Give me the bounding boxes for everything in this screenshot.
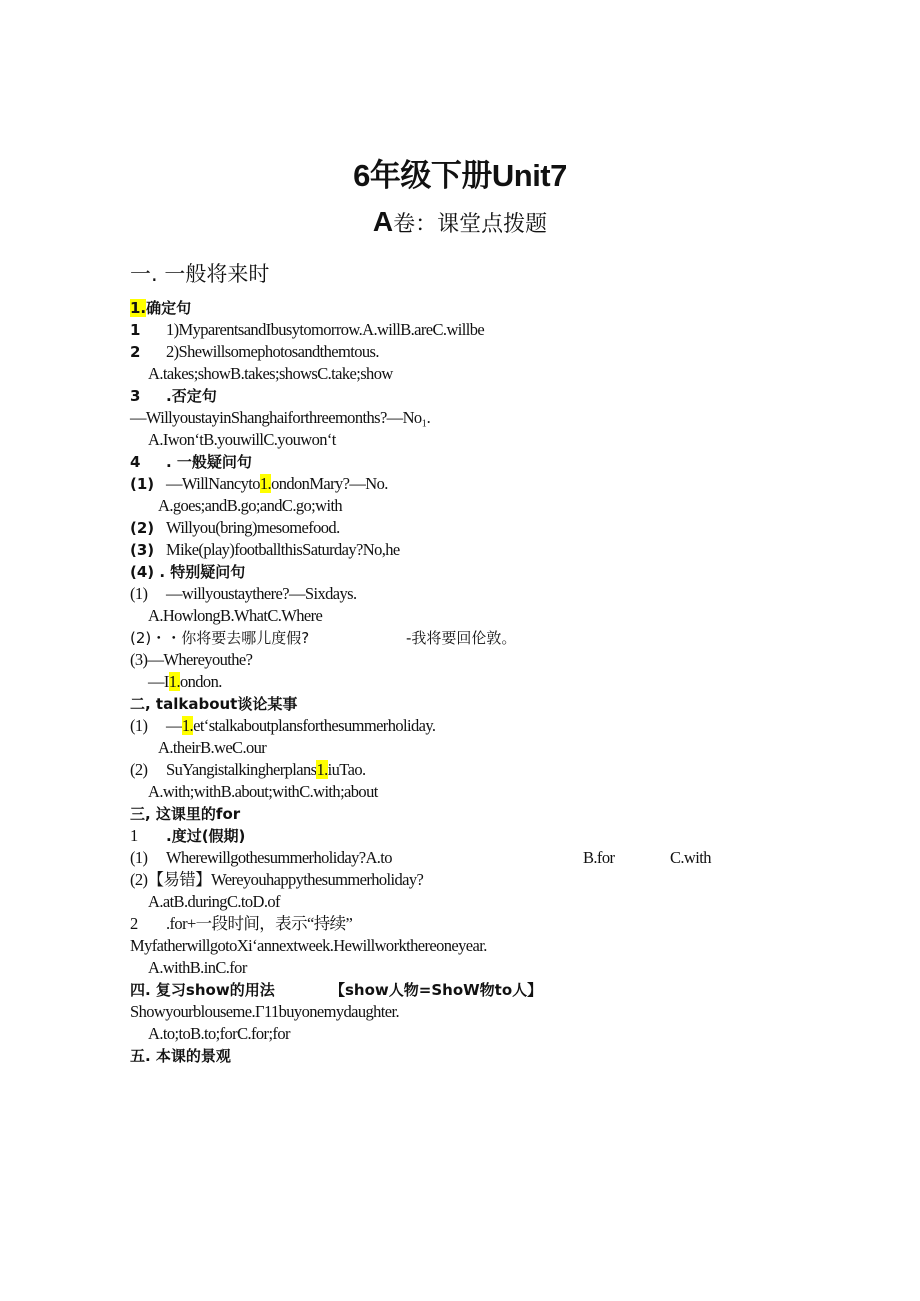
subtitle-text: 卷：课堂点拨题 (393, 212, 548, 237)
question-line (130, 583, 770, 605)
question-line: MyfatherwillgotoXiʻannextweek.Hewillworkthereoneyear. (130, 936, 487, 955)
question-number: (3) (130, 541, 155, 559)
subtitle-prefix: A (372, 206, 394, 237)
question-line: Showyourblouseme.Г11buyonemydaughter. (130, 1002, 400, 1021)
question-number: (1) (130, 716, 148, 735)
question-number: 1 (130, 321, 141, 339)
question-line (130, 715, 770, 737)
subheading-line (130, 825, 770, 847)
question-line (130, 517, 770, 539)
question-line: (2)【易错】Wereyouhappythesummerholiday? (130, 870, 424, 889)
question-number: (1) (130, 848, 148, 867)
answer-hint: -我将要回伦敦。 (406, 629, 517, 647)
heading-special-question: (4) . 特别疑问句 (130, 563, 246, 581)
question-line (130, 759, 770, 781)
exercise-body (130, 297, 770, 1067)
question-number: (2) (130, 519, 155, 537)
heading-talk-about: 二, talkabout谈论某事 (130, 695, 298, 713)
question-text: ondonMary?—No. (271, 474, 388, 493)
question-text: Wherewillgothesummerholiday?A.to (166, 848, 392, 867)
answer-text: ondon. (179, 672, 222, 691)
question-text: 2)Shewillsomephotosandthemtous. (166, 342, 379, 361)
question-text: — (166, 716, 182, 735)
question-number: (1) (130, 475, 155, 493)
question-line (130, 847, 770, 869)
heading-text: 四. 复习show的用法 (130, 981, 275, 999)
question-line: (3)—Whereyouthe? (130, 650, 253, 669)
heading-number: 2 (130, 914, 138, 933)
page-title: 6年级下册Unit7 (353, 158, 567, 193)
question-line (130, 539, 770, 561)
question-line (130, 341, 770, 363)
question-line (130, 627, 770, 649)
highlight-mark: 1. (259, 474, 272, 493)
heading-number: 4 (130, 453, 141, 471)
question-text: —willyoustaythere?—Sixdays. (166, 584, 357, 603)
heading-text: .for+一段时间，表示“持续” (166, 914, 353, 933)
heading-text: .度过(假期) (166, 827, 246, 845)
question-number: (1) (130, 584, 148, 603)
answer-line (130, 671, 770, 693)
highlight-mark: 1. (181, 716, 194, 735)
options-line: A.takes;showB.takes;showsC.take;show (148, 364, 393, 383)
question-number: (2) (130, 760, 148, 779)
question-text: Willyou(bring)mesomefood. (166, 518, 340, 537)
highlight-mark: 1. (316, 760, 328, 779)
options-line: A.theirB.weC.our (158, 738, 267, 757)
question-number: 2 (130, 343, 141, 361)
heading-show (130, 979, 770, 1001)
question-text: (2)・・你将要去哪儿度假? (130, 629, 310, 647)
question-line (130, 319, 770, 341)
option-b: B.for (583, 848, 615, 867)
options-line: A.HowlongB.WhatC.Where (148, 606, 323, 625)
question-line: —WillyoustayinShanghaiforthreemonths?—No₁. (130, 408, 431, 427)
options-line: A.atB.duringC.toD.of (148, 892, 280, 911)
heading-general-question (130, 451, 770, 473)
heading-scenery: 五. 本课的景观 (130, 1047, 231, 1065)
question-text: SuYangistalkingherplans (166, 760, 317, 779)
heading-text: . 一般疑问句 (166, 453, 252, 471)
option-c: C.with (670, 848, 711, 867)
heading-for: 三, 这课里的for (130, 805, 241, 823)
question-line (130, 473, 770, 495)
heading-text: .否定句 (166, 387, 217, 405)
subheading-line (130, 913, 770, 935)
question-text: iuTao. (327, 760, 366, 779)
heading-affirmative (130, 297, 770, 319)
heading-negative (130, 385, 770, 407)
section-heading-1: 一. 一般将来时 (130, 262, 270, 286)
options-line: A.with;withB.about;withC.with;about (148, 782, 378, 801)
options-line: A.IwonʻtB.youwillC.youwonʻt (148, 430, 336, 449)
question-text: Mike(play)footballthisSaturday?No,he (166, 540, 400, 559)
heading-text: 确定句 (146, 299, 192, 317)
highlight-mark: 1. (168, 672, 180, 691)
question-text: 1)MyparentsandIbusytomorrow.A.willB.areC.willbe (166, 320, 485, 339)
highlight-mark: 1. (130, 299, 147, 317)
page-subtitle (0, 206, 920, 238)
heading-number: 1 (130, 826, 138, 845)
options-line: A.withB.inC.for (148, 958, 247, 977)
options-line: A.goes;andB.go;andC.go;with (158, 496, 343, 515)
options-line: A.to;toB.to;forC.for;for (148, 1024, 290, 1043)
heading-rule: 【show人物=ShoW物to人】 (330, 981, 543, 999)
heading-number: 3 (130, 387, 141, 405)
answer-text: —I (148, 672, 169, 691)
question-text: etʻstalkaboutplansforthesummerholiday. (193, 716, 436, 735)
question-text: —WillNancyto (166, 474, 260, 493)
